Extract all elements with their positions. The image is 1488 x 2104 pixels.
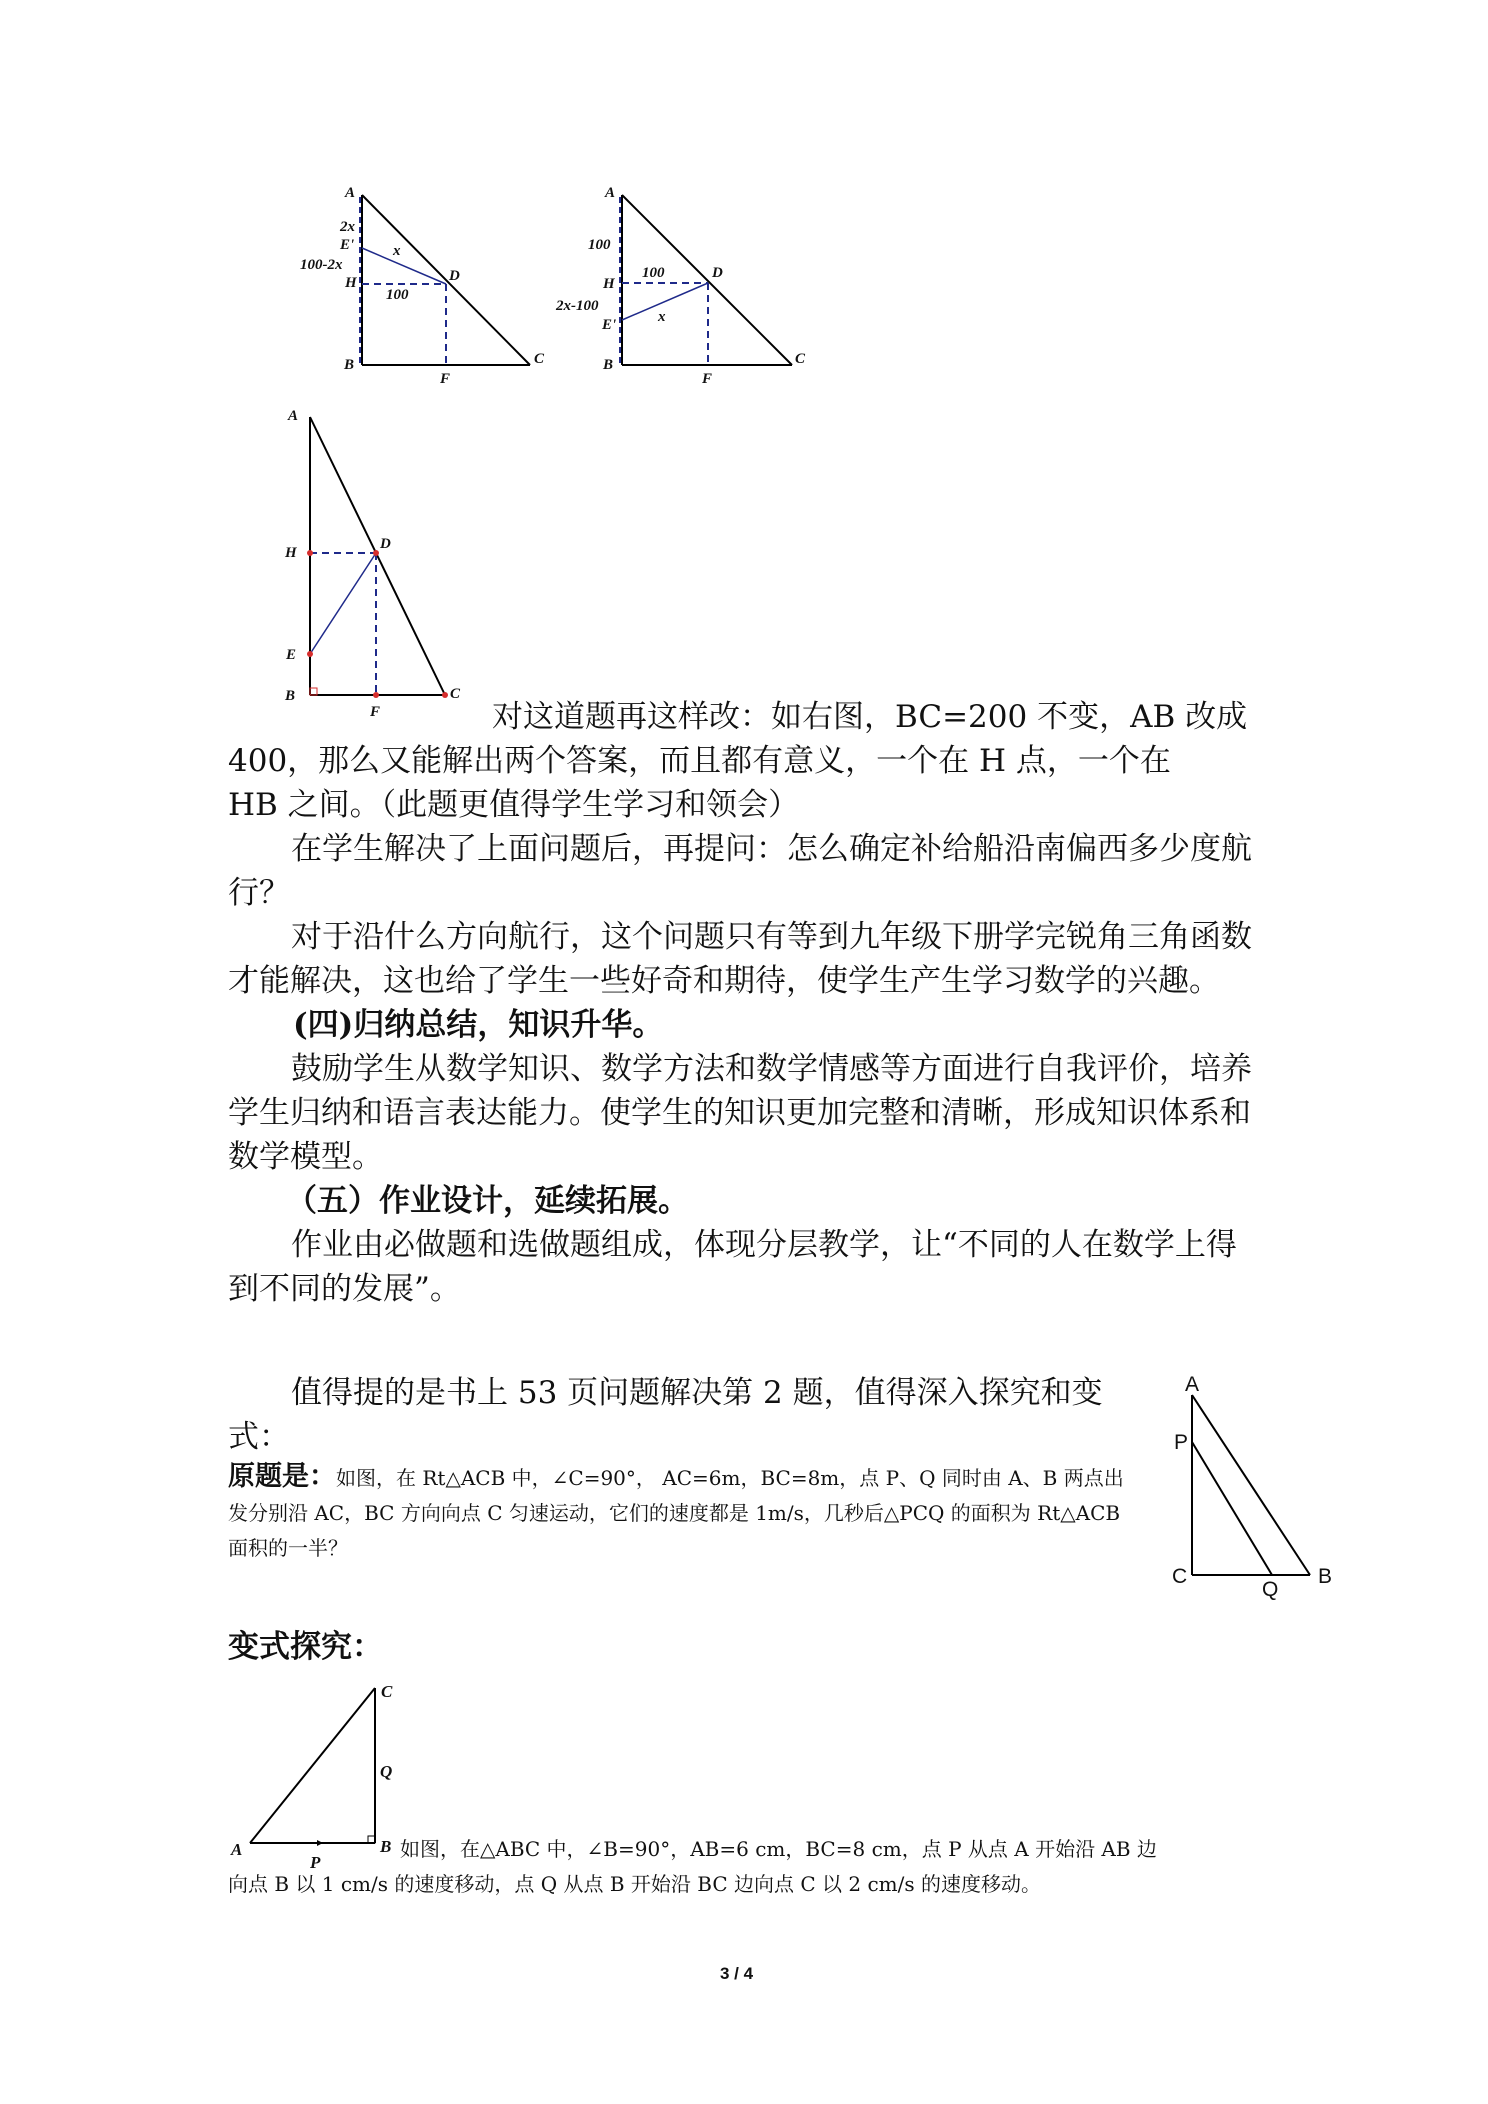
paragraph-followup-question: 在学生解决了上面问题后，再提问：怎么确定补给船沿南偏西多少度航行？ (228, 831, 1252, 911)
label-h: H (285, 545, 297, 561)
label-a: A (231, 1840, 243, 1859)
original-problem (228, 1459, 1133, 1566)
paragraph-direction: 对于沿什么方向航行，这个问题只有等到九年级下册学完锐角三角函数才能解决，这也给了学生一些好奇和期待，使学生产生学习数学的兴趣。 (228, 919, 1252, 999)
label-100-minus-2x: 100-2x (300, 257, 343, 273)
label-d: D (449, 268, 460, 284)
label-h: H (603, 276, 615, 292)
label-q: Q (380, 1762, 393, 1781)
heading-summary: (四)归纳总结，知识升华。 (293, 1007, 664, 1043)
label-x: x (393, 243, 401, 259)
variant-problem (228, 1832, 1298, 1902)
label-b: B (380, 1837, 392, 1856)
original-problem-text: 如图，在 Rt△ACB 中，∠C=90°， AC=6m，BC=8m，点 P、Q 同时由 A、B 两点出发分别沿 AC，BC 方向向点 C 匀速运动，它们的速度都是 1m/s，几秒后△PCQ 的面积为 Rt△ACB 面积的一半？ (228, 1466, 1124, 1560)
label-b: B (603, 357, 614, 373)
paragraph-homework: 作业由必做题和选做题组成，体现分层教学，让“不同的人在数学上得到不同的发展”。 (228, 1227, 1237, 1307)
label-100-top: 100 (642, 265, 665, 281)
body-text (228, 827, 1264, 1311)
figure-2-diagram (555, 185, 815, 390)
figure-1 (290, 185, 550, 390)
label-c: C (1172, 1565, 1188, 1588)
label-b: B (1318, 1565, 1333, 1588)
label-e-prime: E' (340, 237, 355, 253)
label-f: F (440, 371, 451, 387)
label-a: A (288, 408, 299, 424)
variant-line1: 如图，在△ABC 中，∠B=90°，AB=6 cm，BC=8 cm，点 P 从点 A 开始沿 AB 边 (400, 1837, 1157, 1861)
paragraph-summary: 鼓励学生从数学知识、数学方法和数学情感等方面进行自我评价，培养学生归纳和语言表达能力。使学生的知识更加完整和清晰，形成知识体系和数学模型。 (228, 1051, 1252, 1175)
label-f: F (702, 371, 713, 387)
label-x: x (658, 309, 666, 325)
page-number: 3 / 4 (720, 1964, 754, 1983)
figure-2 (555, 185, 815, 390)
label-b: B (344, 357, 355, 373)
paragraph-modification (228, 695, 1278, 827)
label-f: F (370, 704, 381, 720)
label-e-prime: E' (602, 317, 617, 333)
figure-3 (282, 402, 482, 722)
label-a: A (1185, 1373, 1200, 1396)
para1-line3: HB 之间。（此题更值得学生学习和领会） (228, 787, 800, 823)
label-c: C (381, 1682, 393, 1701)
figure-apq (1170, 1375, 1350, 1605)
label-2x-minus-100: 2x-100 (556, 298, 599, 314)
label-d: D (380, 536, 391, 552)
label-p: P (310, 1853, 321, 1872)
label-c: C (534, 351, 545, 367)
label-100: 100 (386, 287, 409, 303)
variant-heading: 变式探究： (228, 1629, 383, 1665)
label-h: H (345, 275, 357, 291)
label-a: A (345, 185, 356, 201)
para1-line2: 400，那么又能解出两个答案，而且都有意义，一个在 H 点，一个在 (228, 743, 1171, 779)
paragraph-textbook-problem-text: 值得提的是书上 53 页问题解决第 2 题，值得深入探究和变式： (228, 1375, 1103, 1455)
label-d: D (712, 265, 723, 281)
label-b: B (285, 688, 296, 704)
variant-line2: 向点 B 以 1 cm/s 的速度移动，点 Q 从点 B 开始沿 BC 边向点 C 以 2 cm/s 的速度移动。 (228, 1872, 1041, 1896)
label-2x: 2x (340, 219, 355, 235)
label-c: C (795, 351, 806, 367)
paragraph-textbook-problem (228, 1371, 1143, 1459)
figure-1-diagram (290, 185, 550, 390)
label-c: C (450, 686, 461, 702)
figure-3-diagram (282, 402, 482, 722)
heading-homework: （五）作业设计，延续拓展。 (286, 1183, 689, 1219)
label-p: P (1174, 1431, 1189, 1454)
para1-line1: 对这道题再这样改：如右图，BC=200 不变，AB 改成 (492, 699, 1248, 735)
label-e: E (286, 647, 297, 663)
label-100-left: 100 (588, 237, 611, 253)
label-a: A (605, 185, 616, 201)
label-q: Q (1262, 1578, 1279, 1601)
original-problem-label: 原题是： (228, 1461, 336, 1492)
